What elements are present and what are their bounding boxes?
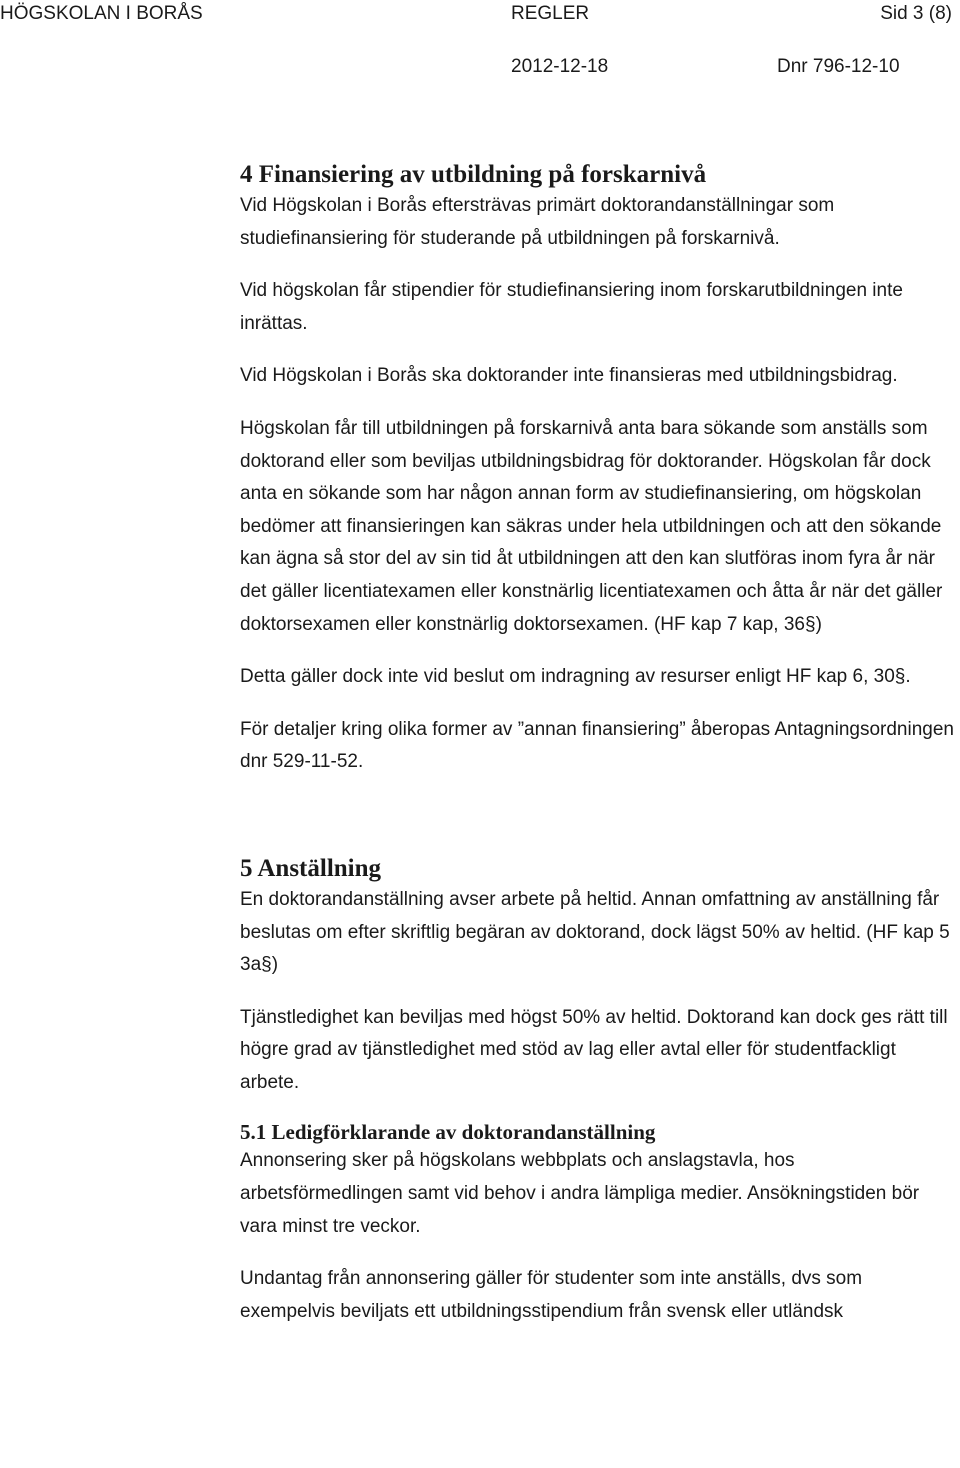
page-header (0, 0, 960, 90)
organization-name: HÖGSKOLAN I BORÅS (0, 3, 203, 24)
section-4-paragraph-4: Högskolan får till utbildningen på forskarnivå anta bara sökande som anställs som doktorand eller som beviljas utbildningsbidrag för doktorander. Högskolan får dock anta en sökande som har någon annan form av studiefinansiering, om högskolan bedömer att finansieringen kan säkras under hela utbildningen och att den sökande kan ägna så stor del av sin tid åt utbildningen att den kan slutföras inom fyra år när det gäller licentiatexamen eller konstnärlig licentiatexamen och åtta år när det gäller doktorsexamen eller konstnärlig doktorsexamen. (HF kap 7 kap, 36§) (240, 417, 943, 635)
page-number: Sid 3 (8) (880, 3, 952, 24)
section-4-paragraph-1-line-1: Vid Högskolan i Borås eftersträvas primärt doktorandanställningar som (240, 195, 835, 216)
section-5-1-paragraph-2: Undantag från annonsering gäller för studenter som inte anställs, dvs som exempelvis beviljats ett utbildningsstipendium från svensk eller utländsk (240, 1268, 863, 1322)
section-4-heading: 4 Finansiering av utbildning på forskarnivå (240, 161, 707, 188)
section-4-paragraph-1-line-2: studiefinansiering för studerande på utbildningen på forskarnivå. (240, 227, 780, 249)
document-date: 2012-12-18 (511, 56, 609, 77)
document-type: REGLER (511, 3, 590, 24)
section-5-heading: 5 Anställning (240, 854, 382, 882)
section-4-paragraph-3: Vid Högskolan i Borås ska doktorander inte finansieras med utbildningsbidrag. (240, 365, 898, 387)
section-5-paragraph-1: En doktorandanställning avser arbete på heltid. Annan omfattning av anställning får beslutas om efter skriftlig begäran av doktorand, dock lägst 50% av heltid. (HF kap 5 3a§) (240, 888, 950, 976)
section-4-paragraph-5: Detta gäller dock inte vid beslut om indragning av resurser enligt HF kap 6, 30§. (240, 666, 911, 688)
document-reference-number: Dnr 796-12-10 (777, 56, 900, 77)
section-4-paragraph-6: För detaljer kring olika former av ”annan finansiering” åberopas Antagningsordningen dnr 529-11-52. (240, 718, 954, 773)
section-4-paragraph-1 (240, 190, 956, 255)
section-5-paragraph-2: Tjänstledighet kan beviljas med högst 50% av heltid. Doktorand kan dock ges rätt till högre grad av tjänstledighet med stöd av lag eller avtal eller för studentfackligt arbete. (240, 1006, 948, 1093)
section-5-1-paragraph-1: Annonsering sker på högskolans webbplats och anslagstavla, hos arbetsförmedlingen samt vid behov i andra lämpliga medier. Ansökningstiden bör vara minst tre veckor. (240, 1150, 920, 1237)
section-5-1-heading: 5.1 Ledigförklarande av doktorandanställning (240, 1120, 656, 1145)
document-body (240, 160, 956, 1328)
section-4-paragraph-2: Vid högskolan får stipendier för studiefinansiering inom forskarutbildningen inte inrättas. (240, 280, 903, 334)
